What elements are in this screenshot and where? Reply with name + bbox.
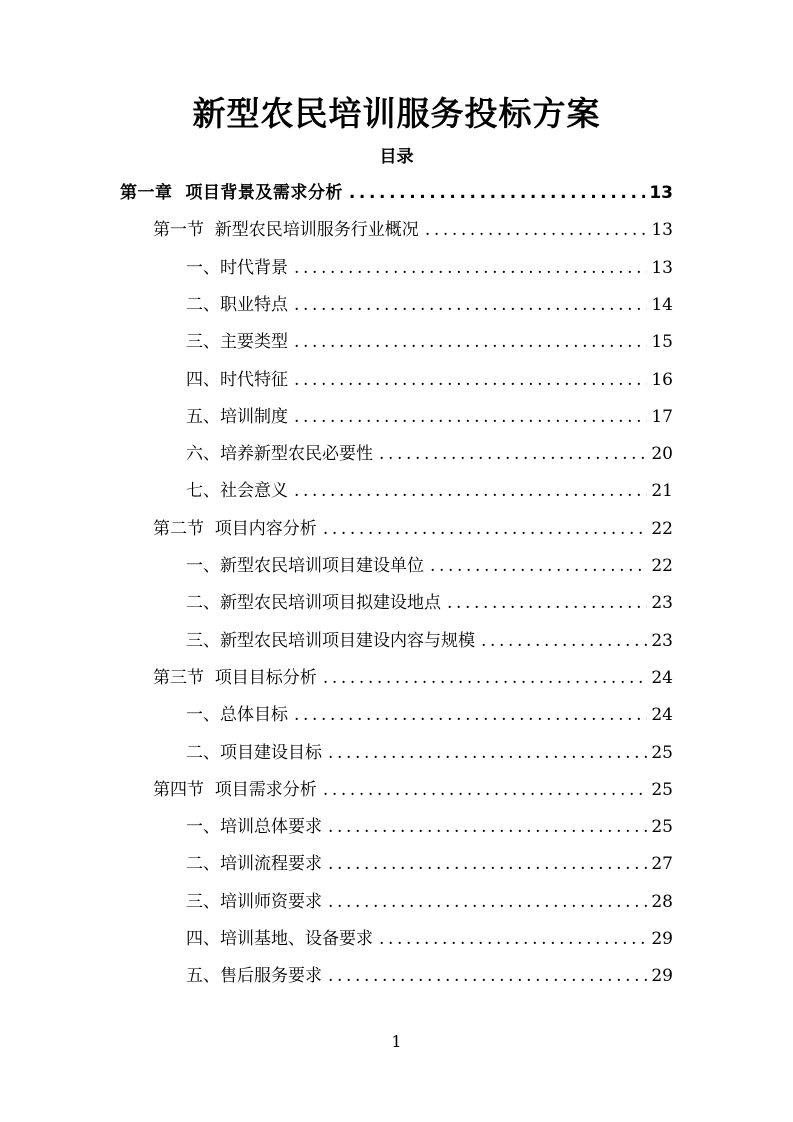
toc-entry-page: 20	[651, 444, 673, 465]
toc-entry[interactable]	[153, 211, 673, 248]
toc-entry-title: 第四节 项目需求分析	[153, 779, 317, 800]
toc-entry-page: 25	[651, 817, 673, 838]
toc-entry[interactable]	[186, 472, 673, 509]
toc-entry-title: 第三节 项目目标分析	[153, 667, 317, 688]
toc-entry-title: 一、总体目标	[186, 705, 288, 726]
toc-leader-dots	[294, 258, 647, 278]
toc-heading: 目录	[379, 147, 414, 167]
toc-entry-page: 29	[651, 929, 673, 949]
toc-entry[interactable]	[153, 659, 673, 696]
toc-leader-dots	[430, 556, 647, 576]
toc-entry-title: 四、时代特征	[186, 369, 288, 390]
toc-entry-page: 29	[651, 966, 673, 987]
toc-entry[interactable]	[120, 174, 673, 211]
toc-entry-title: 一、时代背景	[186, 257, 288, 278]
toc-entry[interactable]	[186, 547, 673, 584]
toc-leader-dots	[328, 892, 647, 912]
toc-entry-page: 28	[651, 891, 673, 912]
toc-entry[interactable]	[186, 622, 673, 659]
toc-leader-dots	[323, 780, 647, 800]
toc-entry-page: 23	[651, 630, 673, 651]
toc-leader-dots	[349, 183, 645, 203]
toc-leader-dots	[481, 631, 647, 651]
toc-leader-dots	[328, 817, 647, 837]
toc-entry-title: 三、培训师资要求	[186, 891, 322, 912]
toc-leader-dots	[294, 481, 647, 501]
toc-entry-title: 五、售后服务要求	[186, 966, 322, 987]
toc-leader-dots	[294, 407, 647, 427]
toc-entry[interactable]	[186, 435, 673, 472]
toc-entry-page: 25	[651, 779, 673, 800]
toc-entry-title: 三、主要类型	[186, 332, 288, 353]
toc-entry[interactable]	[186, 398, 673, 435]
toc-leader-dots	[328, 854, 647, 874]
toc-entry-page: 24	[651, 667, 673, 688]
toc-entry[interactable]	[186, 920, 673, 957]
toc-entry-title: 第二节 项目内容分析	[153, 518, 317, 539]
toc-entry-title: 第一节 新型农民培训服务行业概况	[153, 220, 419, 241]
toc-entry-title: 一、新型农民培训项目建设单位	[186, 556, 424, 576]
page-number: 1	[391, 1032, 402, 1051]
toc-leader-dots	[294, 295, 647, 315]
toc-entry-page: 13	[651, 257, 673, 278]
toc-leader-dots	[323, 519, 647, 539]
toc-entry-page: 22	[651, 518, 673, 539]
toc-entry-page: 23	[651, 593, 673, 614]
toc-entry-page: 15	[651, 332, 673, 353]
toc-entry-page: 13	[649, 183, 673, 203]
toc-entry[interactable]	[153, 771, 673, 808]
toc-leader-dots	[294, 370, 647, 390]
toc-entry-title: 三、新型农民培训项目建设内容与规模	[186, 630, 475, 651]
toc-entry-page: 22	[651, 556, 673, 576]
toc-entry-page: 14	[651, 294, 673, 315]
toc-entry[interactable]	[153, 510, 673, 547]
toc-entry-title: 五、培训制度	[186, 406, 288, 427]
toc-entry-title: 四、培训基地、设备要求	[186, 929, 373, 949]
toc-entry-title: 七、社会意义	[186, 481, 288, 502]
toc-entry-page: 16	[651, 369, 673, 390]
toc-entry-title: 一、培训总体要求	[186, 817, 322, 838]
toc-entry-title: 第一章 项目背景及需求分析	[120, 183, 343, 203]
toc-leader-dots	[328, 966, 647, 986]
toc-leader-dots	[294, 332, 647, 352]
toc-entry[interactable]	[186, 323, 673, 360]
toc-entry-page: 13	[651, 220, 673, 241]
toc-entry[interactable]	[186, 734, 673, 771]
toc-entry[interactable]	[186, 845, 673, 882]
toc-leader-dots	[328, 743, 647, 763]
toc-entry[interactable]	[186, 957, 673, 994]
toc-entry-page: 25	[651, 742, 673, 763]
toc-entry-page: 27	[651, 854, 673, 875]
toc-leader-dots	[379, 929, 647, 949]
toc-leader-dots	[323, 668, 647, 688]
toc-entry-title: 二、新型农民培训项目拟建设地点	[186, 593, 441, 614]
page-title: 新型农民培训服务投标方案	[192, 94, 601, 133]
toc-entry[interactable]	[186, 696, 673, 733]
toc-entry-title: 二、职业特点	[186, 294, 288, 315]
toc-leader-dots	[425, 220, 647, 240]
toc-entry[interactable]	[186, 883, 673, 920]
toc-entry-page: 17	[651, 406, 673, 427]
toc-entry-page: 21	[651, 481, 673, 502]
toc-entry[interactable]	[186, 808, 673, 845]
toc-entry-page: 24	[651, 705, 673, 726]
toc-entry-title: 二、项目建设目标	[186, 742, 322, 763]
toc-entry[interactable]	[186, 584, 673, 621]
toc-entry-title: 二、培训流程要求	[186, 854, 322, 875]
toc-entry-title: 六、培养新型农民必要性	[186, 444, 373, 465]
toc-leader-dots	[379, 444, 647, 464]
toc-entry[interactable]	[186, 249, 673, 286]
toc-entry[interactable]	[186, 286, 673, 323]
toc-leader-dots	[294, 705, 647, 725]
toc-leader-dots	[447, 593, 647, 613]
toc-entry[interactable]	[186, 361, 673, 398]
